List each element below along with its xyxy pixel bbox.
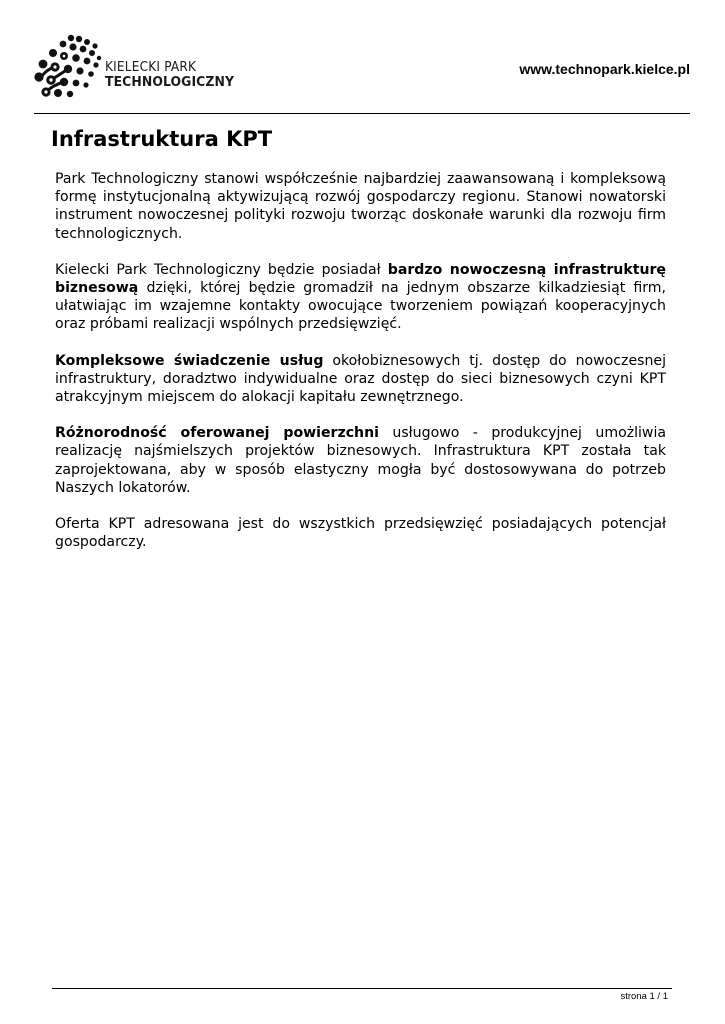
- emphasized-text: Kompleksowe świadczenie usług: [55, 352, 324, 369]
- emphasized-text: bardzo nowoczesną infrastrukturę biznesową: [55, 261, 666, 297]
- paragraph-text: Kielecki Park Technologiczny będzie posiadał: [55, 261, 388, 278]
- body-paragraph: [55, 424, 666, 497]
- header-divider: [34, 113, 690, 114]
- footer-divider: [52, 988, 672, 989]
- logo-name-line1: KIELECKI PARK: [105, 59, 197, 75]
- body-paragraph: [55, 170, 666, 243]
- logo-name-line2: TECHNOLOGICZNY: [105, 74, 235, 90]
- document-body: [55, 170, 666, 569]
- paragraph-text: usługowo - produkcyjnej umożliwia realizację najśmielszych projektów biznesowych. Infrastruktura KPT została tak zaprojektowana, aby w sposób elastyczny mogła być dostosowywana do potrzeb Naszych lokatorów.: [55, 425, 666, 496]
- kpt-logo: [33, 33, 243, 103]
- body-paragraph: [55, 261, 666, 334]
- website-url: www.technopark.kielce.pl: [519, 61, 690, 77]
- body-paragraph: [55, 515, 666, 551]
- paragraph-text: dzięki, której będzie gromadził na jednym obszarze kilkadziesiąt firm, ułatwiając im wzajemne kontakty owocujące tworzeniem powiązań kooperacyjnych oraz próbami realizacji wspólnych przedsięwzięć.: [55, 280, 666, 333]
- paragraph-text: okołobiznesowych tj. dostęp do nowoczesnej infrastruktury, doradztwo indywidualne oraz dostęp do sieci biznesowych czyni KPT atrakcyjnym miejscem do alokacji kapitału zewnętrznego.: [55, 352, 666, 406]
- page-header: [0, 0, 725, 116]
- emphasized-text: Różnorodność oferowanej powierzchni: [55, 425, 379, 442]
- logo-mark-icon: [33, 33, 103, 101]
- page-number: strona 1 / 1: [620, 991, 668, 1002]
- paragraph-text: Park Technologiczny stanowi współcześnie najbardziej zaawansowaną i kompleksową formę instytucjonalną aktywizującą rozwój gospodarczy regionu. Stanowi nowatorski instrument nowoczesnej polityki rozwoju tworząc doskonałe warunki dla rozwoju firm technologicznych.: [55, 171, 666, 242]
- logo-text: [105, 60, 245, 90]
- page-title: Infrastruktura KPT: [51, 127, 273, 151]
- body-paragraph: [55, 352, 666, 407]
- paragraph-text: Oferta KPT adresowana jest do wszystkich przedsięwzięć posiadających potencjał gospodarczy.: [55, 516, 666, 551]
